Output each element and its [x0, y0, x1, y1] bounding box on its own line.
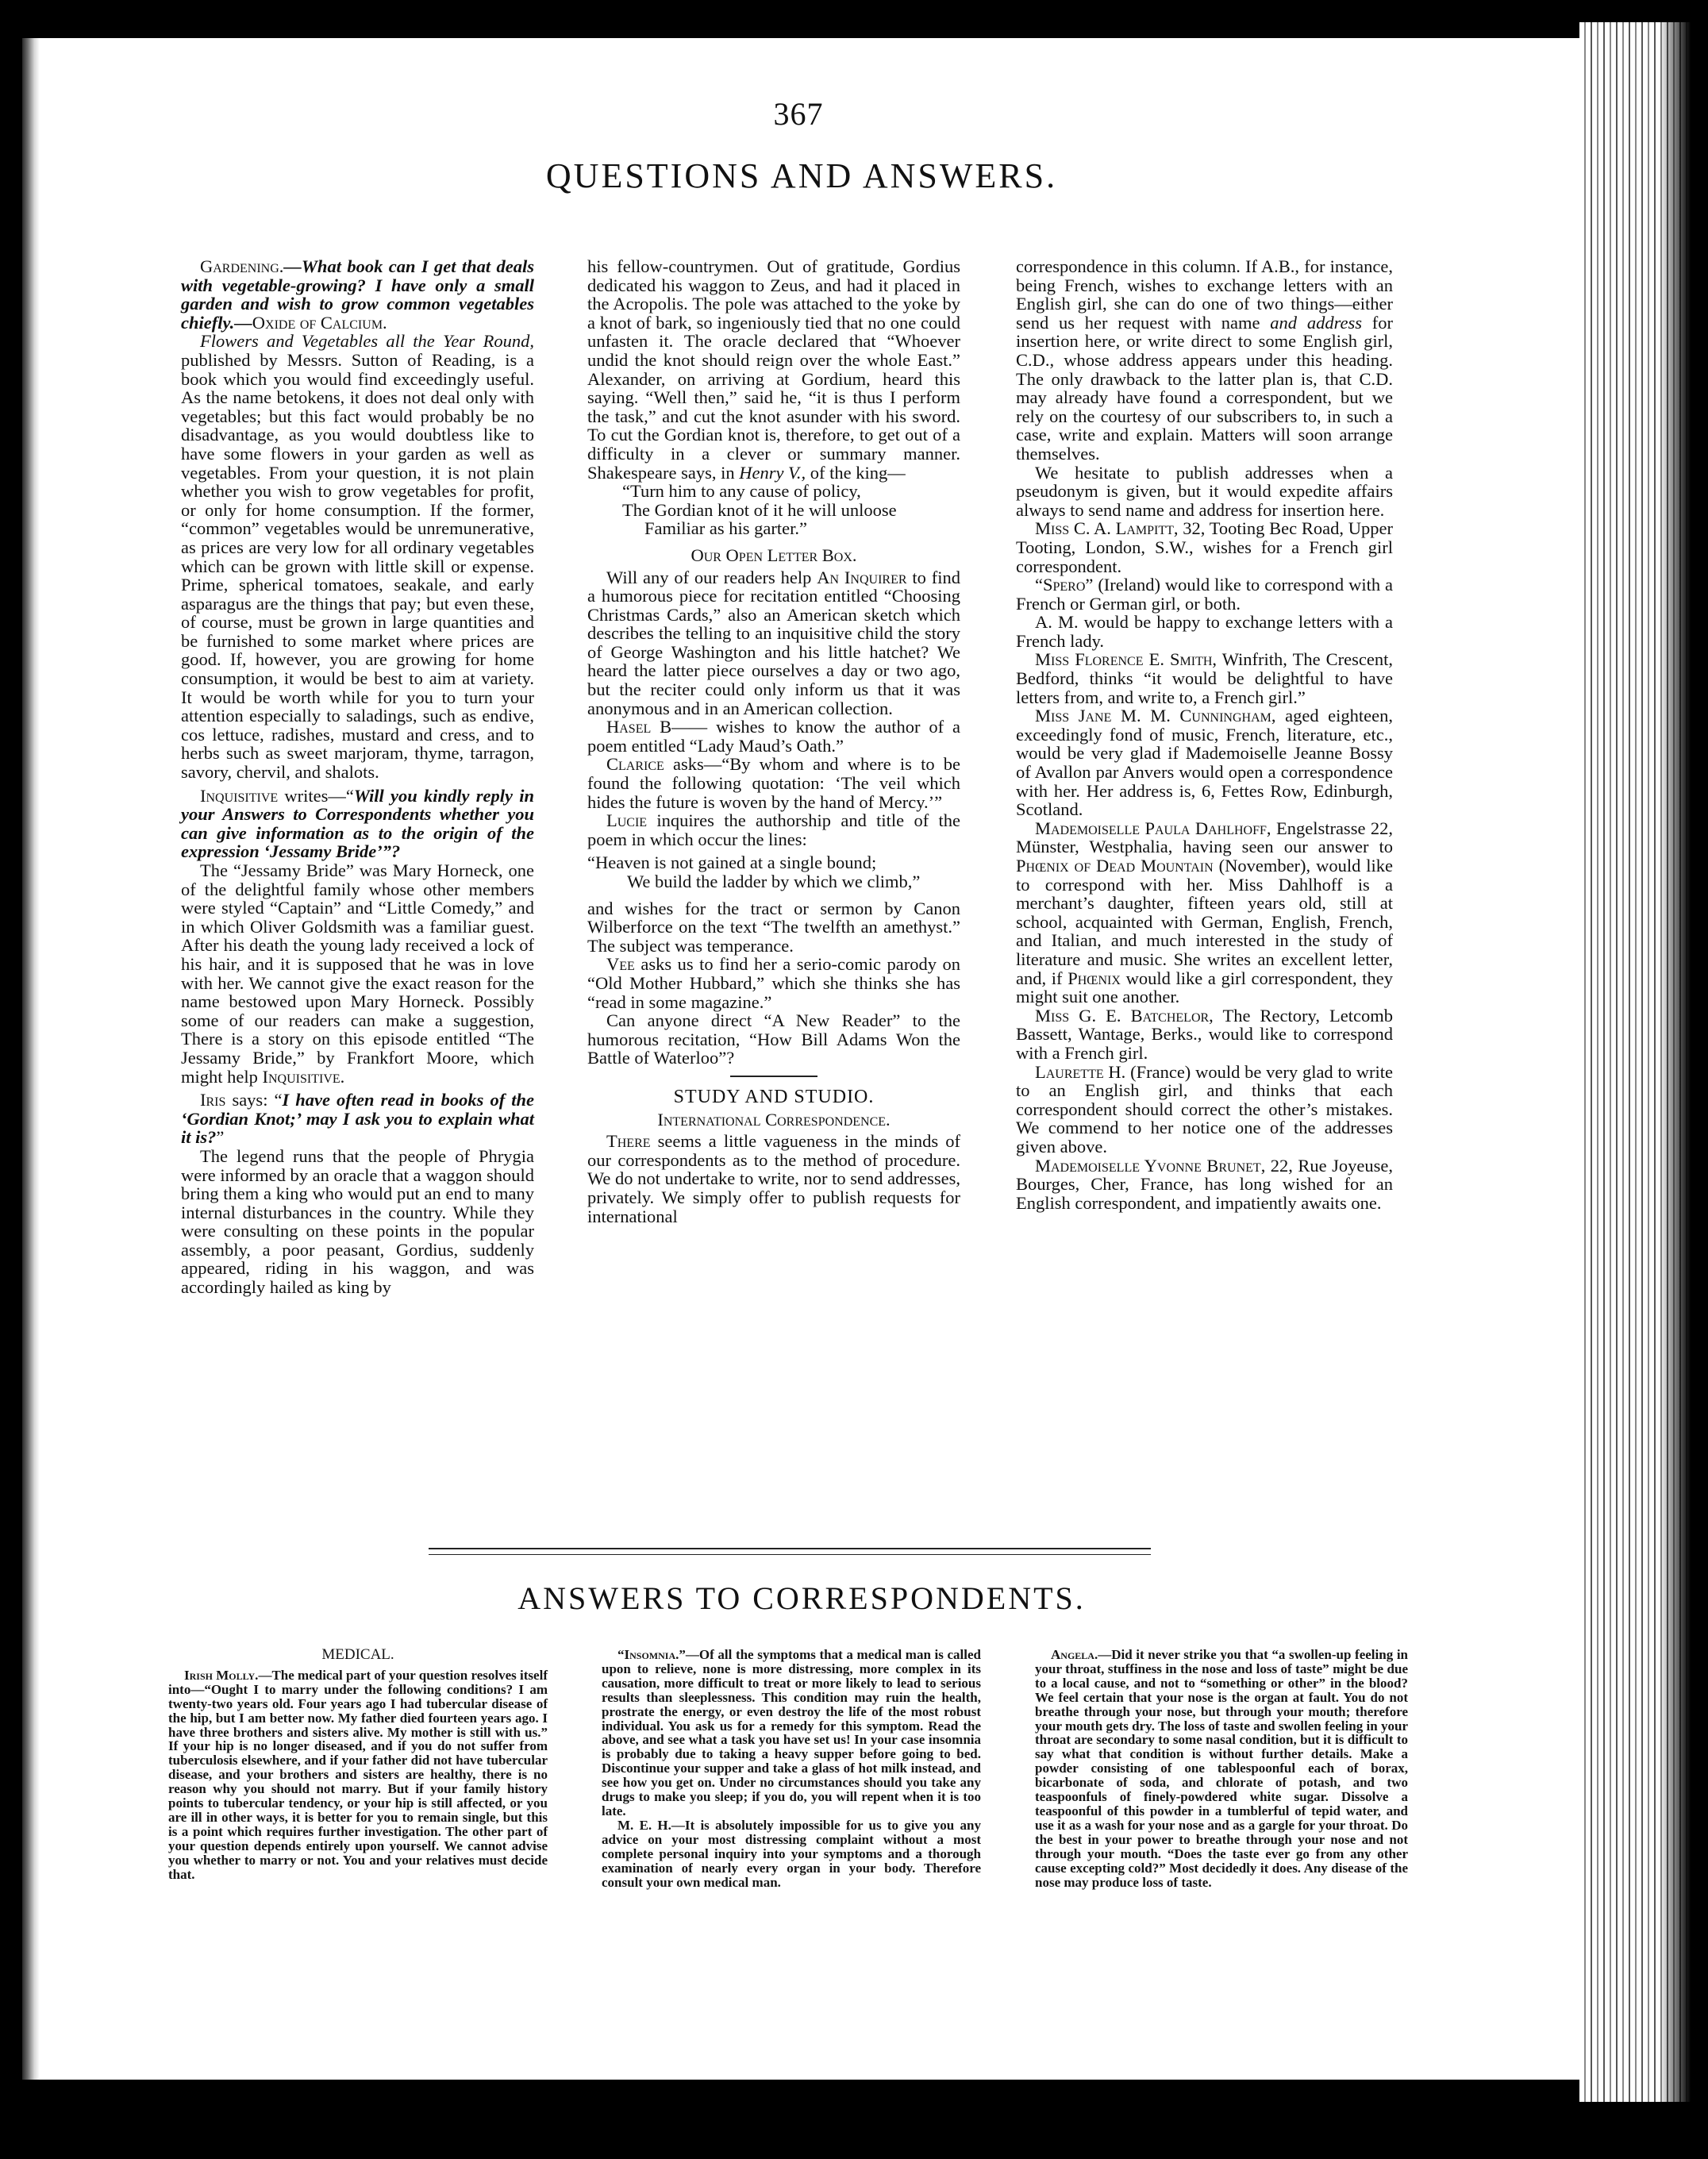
- verse-line: We build the ladder by which we climb,”: [627, 872, 921, 891]
- section-divider: [730, 1076, 817, 1077]
- entry-brunet: Mademoiselle Yvonne Brunet, 22, Rue Joyeuse, Bourges, Cher, France, has long wished for an English correspondent, and impatiently awaits one.: [1016, 1155, 1394, 1213]
- page-title: QUESTIONS AND ANSWERS.: [545, 156, 1058, 195]
- entry-cunningham: Miss Jane M. M. Cunningham, aged eighteen, exceedingly fond of music, French, literature, etc., would be very glad if Mademoiselle Jeanne Bossy of Avallon par Anvers would open a correspondence with her. Her address is, 6, Fettes Row, Edinburgh, Scotland.: [1016, 706, 1394, 820]
- entry-lampitt: Miss C. A. Lampitt, 32, Tooting Bec Road, Upper Tooting, London, S.W., wishes for a French girl correspondent.: [1016, 518, 1393, 576]
- medical-heading: MEDICAL.: [321, 1646, 394, 1663]
- answers-column-2: [602, 1648, 981, 1889]
- answer-insomnia: “Insomnia.”—Of all the symptoms that a medical man is called upon to relieve, none is more distressing, more complex in its causation, more difficult to treat or more likely to lead to serious results than sleeplessness. This condition may ruin the health, prostrate the energy, or even destroy the life of the most robust individual. You ask us for a remedy for this symptom. Read the above, and see what a task you have set us! In your case insomnia is probably due to taking a heavy supper before going to bed. Discontinue your supper and take a glass of hot milk instead, and see how you get on. Under no circumstances should you take any drugs to make you sleep; if you do, you will repent when it is too late.: [602, 1647, 981, 1818]
- verse-line: Familiar as his garter.”: [644, 518, 807, 539]
- answer-irish-molly: Irish Molly.—The medical part of your question resolves itself into—“Ought I to marry under the following conditions? I am twenty-two years old. Four years ago I had tubercular disease of the hip, but I am better now. My father died fourteen years ago. I have three brothers and sisters alive. My mother is still with us.” If your hip is no longer diseased, and if you do not suffer from tuberculosis elsewhere, and if your father did not have tubercular disease, and your brothers and sisters are healthy, there is no reason why you should not marry. But if your family history points to tubercular tendency, or your hip is still affected, or you are ill in other ways, it is better for you to remain single, but this is a point which requires further investigation. The other part of your question depends entirely upon yourself. We cannot advise you whether to marry or not. You and your relatives must decide that.: [168, 1667, 548, 1882]
- answer-angela: Angela.—Did it never strike you that “a swollen-up feeling in your throat, stuffiness in the nose and loss of taste” might be due to a local cause, and not to “something or other” in the blood? We feel certain that your nose is the organ at fault. You do not breathe through your nose, but through your mouth; therefore your mouth gets dry. The loss of taste and swollen feeling in your throat are secondary to some nasal condition, but it is difficult to say what that condition is without further details. Make a powder consisting of one tablespoonful each of borax, bicarbonate of soda, and chlorate of potash, and two teaspoonfuls of finely-powdered white sugar. Dissolve a teaspoonful of this powder in a tumblerful of tepid water, and use it as a wash for your nose and as a gargle for your throat. Do the best in your power to breathe through your nose and not through your mouth. “Does the taste ever go from any other cause excepting cold?” Most decidedly it does. Any disease of the nose may produce loss of taste.: [1035, 1647, 1408, 1890]
- entry-batchelor: Miss G. E. Batchelor, The Rectory, Letcomb Bassett, Wantage, Berks., would like to correspond with a French girl.: [1016, 1005, 1393, 1063]
- section-heading-study-studio: STUDY AND STUDIO.: [673, 1086, 875, 1107]
- section-heading-open-letter-box: Our Open Letter Box.: [691, 545, 857, 565]
- gordian-answer: The legend runs that the people of Phrygia were informed by an oracle that a waggon should bring them a king who would put an end to many internal disturbances in the country. While they were consulting on these points in the popular assembly, a poor peasant, Gordius, suddenly appeared, riding in his waggon, and was accordingly hailed as king by: [181, 1145, 534, 1298]
- answer-meh: M. E. H.—It is absolutely impossible for us to give you any advice on your most distressing complaint without a most complete personal inquiry into your symptoms and a thorough examination of nearly every organ in your body. Therefore consult your own medical man.: [602, 1817, 981, 1890]
- verse-line: “Turn him to any cause of policy,: [622, 481, 861, 502]
- page-edges: [1579, 22, 1691, 2102]
- column-3: [1016, 257, 1393, 1212]
- entry-am: A. M. would be happy to exchange letters with a French lady.: [1016, 612, 1393, 651]
- inquirer-request: Will any of our readers help An Inquirer to find a humorous piece for recitation entitled “Choosing Christmas Cards,” also an American sketch which describes the telling to an inquisitive child the story of George Washington and his little hatchet? We heard the latter piece ourselves a day or two ago, but the reciter could only inform us that it was anonymous and in an American collection.: [587, 567, 961, 718]
- entry-smith: Miss Florence E. Smith, Winfrith, The Crescent, Bedford, thinks “it would be delightful to have letters from, and write to, a French girl.”: [1016, 649, 1393, 707]
- answers-column-3: [1035, 1648, 1408, 1889]
- answers-heading: ANSWERS TO CORRESPONDENTS.: [517, 1580, 1086, 1616]
- gardening-answer: Flowers and Vegetables all the Year Round, published by Messrs. Sutton of Reading, is a book which you would find exceedingly useful. As the name betokens, it does not deal only with vegetables; but this fact would probably be no disadvantage, as you would doubtless like to have some flowers in your garden as well as vegetables. From your question, it is not plain whether you wish to grow vegetables for profit, or only for home consumption. If the former, “common” vegetables would be unremunerative, as prices are very low for all ordinary vegetables which can be grown with little skill or expense. Prime, spherical tomatoes, seakale, and early asparagus are the things that pay; but even these, of course, must be grown in large quantities and be furnished to some market where prices are good. If, however, you are growing for home consumption, it would be best to aim at variety. It would be worth while for you to turn your attention especially to saladings, such as endive, cos lettuce, radishes, mustard and cress, and to herbs such as sweet marjoram, thyme, tarragon, savory, chervil, and shalots.: [181, 331, 534, 783]
- entry-dahlhoff: Mademoiselle Paula Dahlhoff, Engelstrasse 22, Münster, Westphalia, having seen our answer to Phœnix of Dead Mountain (November), would like to correspond with her. Miss Dahlhoff is a merchant’s daughter, fifteen years old, still at school, acquainted with German, English, French, and Italian, and much interested in the study of literature and music. She writes an excellent letter, and, if Phœnix would like a girl correspondent, they might suit one another.: [1016, 818, 1394, 1007]
- addresses-note: We hesitate to publish addresses when a pseudonym is given, but it would expedite affairs always to send name and address for insertion here.: [1016, 462, 1393, 520]
- gordian-continued: his fellow-countrymen. Out of gratitude, Gordius dedicated his waggon to Zeus, and had it placed in the Acropolis. The pole was attached to the yoke by a knot of bark, so ingeniously tied that no one could unfasten it. The oracle declared that “Whoever undid the knot should reign over the whole East.” Alexander, on arriving at Gordium, heard this saying. “Well then,” said he, “it is thus I perform the task,” and cut the knot asunder with his sword. To cut the Gordian knot is, therefore, to get out of a difficulty in a clever or summary manner. Shakespeare says, in Henry V., of the king—: [587, 256, 960, 483]
- answers-column-1: [168, 1648, 548, 1882]
- lucie-request: Lucie inquires the authorship and title of the poem in which occur the lines:: [587, 810, 960, 849]
- column-2: [587, 257, 960, 1226]
- verse-line: The Gordian knot of it he will unloose: [622, 499, 897, 520]
- new-reader-request: Can anyone direct “A New Reader” to the humorous recitation, “How Bill Adams Won the Battle of Waterloo”?: [587, 1010, 960, 1068]
- binding-shadow: [22, 38, 40, 2080]
- international-continued: correspondence in this column. If A.B., for instance, being French, wishes to exchange letters with an English girl, she can do one of two things—either send us her request with name and address for insertion here, or write direct to some English girl, C.D., whose address appears under this heading. The only drawback to the latter plan is, that C.D. may already have found a correspondent, but we rely on the courtesy of our subscribers to, in such a case, write and explain. Matters will soon arrange themselves.: [1016, 256, 1393, 464]
- entry-laurette: Laurette H. (France) would be very glad to write to an English girl, and thinks that each correspondent should correct the other’s mistakes. We commend to her notice one of the addresses given above.: [1016, 1061, 1393, 1156]
- hasel-request: Hasel B—— wishes to know the author of a poem entitled “Lady Maud’s Oath.”: [587, 717, 960, 756]
- verse-line: “Heaven is not gained at a single bound;: [587, 852, 877, 873]
- section-rule: [429, 1548, 1151, 1555]
- international-intro: There seems a little vagueness in the minds of our correspondents as to the method of procedure. We do not undertake to write, nor to send addresses, privately. We simply offer to publish requests for international: [587, 1131, 960, 1226]
- jessamy-answer: The “Jessamy Bride” was Mary Horneck, one of the delightful family whose other members were styled “Captain” and “Little Comedy,” and in which Oliver Goldsmith was a familiar guest. After his death the young lady received a lock of his hair, and it is supposed that he was in love with her. We cannot give the exact reason for the name bestowed upon Mary Horneck. Possibly some of our readers can make a suggestion, There is a story on this episode entitled “The Jessamy Bride,” by Frankfort Moore, which might help Inquisitive.: [181, 860, 534, 1087]
- inquisitive-question: Inquisitive writes—“Will you kindly reply in your Answers to Correspondents whether you can give information as to the origin of the expression ‘Jessamy Bride’”?: [181, 785, 534, 862]
- lucie-continued: and wishes for the tract or sermon by Canon Wilberforce on the text “The twelfth an amethyst.” The subject was temperance.: [587, 898, 960, 956]
- gardening-question: Gardening.—What book can I get that deals with vegetable-growing? I have only a small garden and wish to grow common vegetables chiefly.—Oxide of Calcium.: [181, 256, 534, 333]
- page-number: 367: [773, 96, 824, 132]
- vee-request: Vee asks us to find her a serio-comic parody on “Old Mother Hubbard,” which she thinks she has “read in some magazine.”: [587, 954, 960, 1012]
- clarice-request: Clarice asks—“By whom and where is to be found the following quotation: ‘The veil which hides the future is woven by the hand of Mercy.’”: [587, 754, 960, 812]
- section-heading-international: International Correspondence.: [657, 1109, 891, 1130]
- iris-question: Iris says: “I have often read in books of the ‘Gordian Knot;’ may I ask you to explain what it is?”: [181, 1090, 534, 1148]
- column-1: [181, 257, 534, 1297]
- entry-spero: “Spero” (Ireland) would like to correspond with a French or German girl, or both.: [1016, 575, 1393, 614]
